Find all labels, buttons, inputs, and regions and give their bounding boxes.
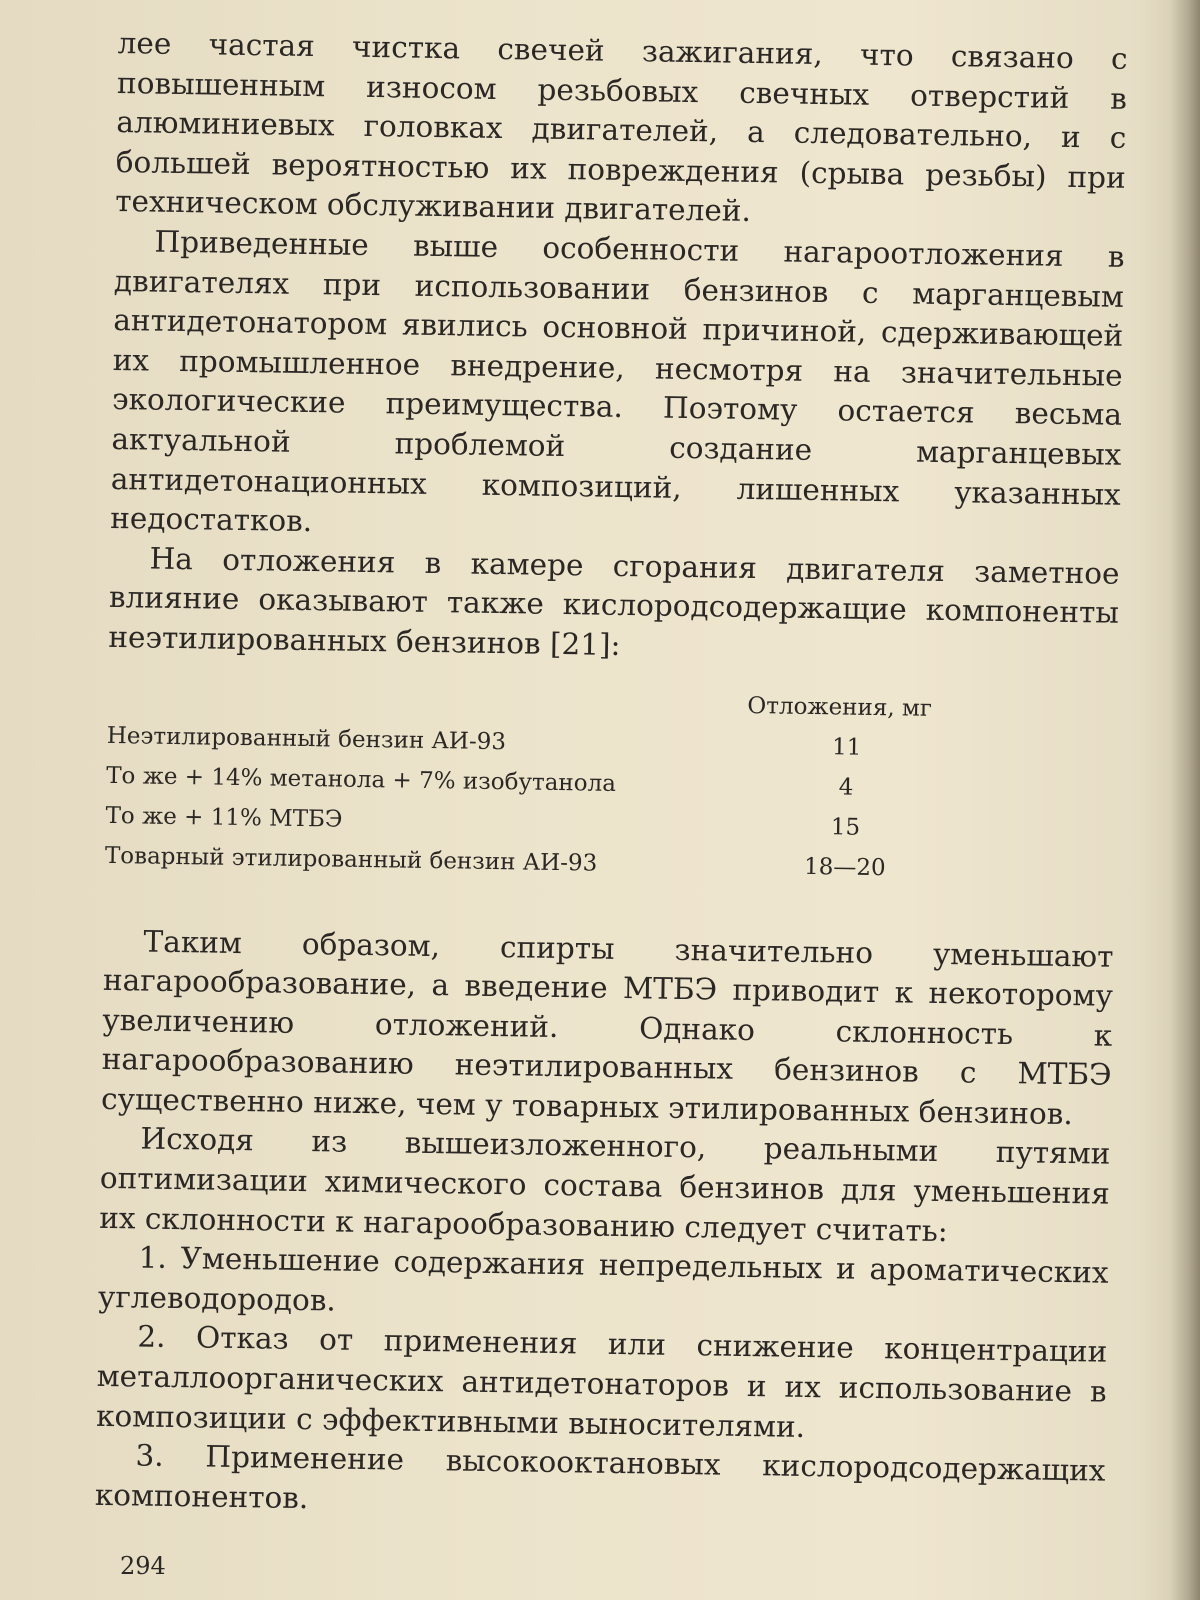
page-edge-shadow <box>1170 0 1200 1600</box>
table-header: Отложения, мг <box>747 692 933 722</box>
paragraph-continued: лее частая чистка свечей зажигания, что связано с повышенным износом резьбовых свечных отверстий в алюминиевых головках двигателей, а следовательно, и с большей вероятностью их повреждения (срыва резьбы) при техническом обслуживании двигателей. <box>114 25 1128 229</box>
list-item: 1. Уменьшение содержания непредельных и ароматических углеводородов. <box>97 1240 1109 1318</box>
paragraph-deposits-features: Приведенные выше особенности нагароотложения в двигателях при использовании бензинов с марганцевым антидетонатором явились основной причиной, сдерживающей их промышленное внедрение, несмотря на значительные экологические преимущества. Поэтому остается весьма актуальной проблемой создание марганцевых антидетонационных композиций, лишенных указанных недостатков. <box>109 224 1125 539</box>
deposits-table <box>105 675 1118 891</box>
list-item: 3. Применение высокооктановых кислородсодержащих компонентов. <box>94 1438 1106 1515</box>
table-cell-name: Товарный этилированный бензин АИ-93 <box>104 842 598 877</box>
paragraph-conclusion: Таким образом, спирты значительно уменьшают нагарообразование, а введение МТБЭ приводит к некоторому увеличению отложений. Однако склонность к нагарообразованию неэтилированных бензинов с МТБЭ существенно ниже, чем у товарных этилированных бензинов. <box>100 924 1114 1132</box>
paragraph-optimization: Исходя из вышеизложенного, реальными путями оптимизации химического состава бензинов для уменьшения их склонности к нагарообразованию следует считать: <box>98 1121 1111 1248</box>
paragraph-oxygenates: На отложения в камере сгорания двигателя заметное влияние оказывают также кислородсодержащие компоненты неэтилированных бензинов [21]: <box>108 541 1120 662</box>
table-cell-value: 11 <box>831 733 862 761</box>
table-cell-value: 15 <box>830 813 861 841</box>
list-item: 2. Отказ от применения или снижение концентрации металлоорганических антидетонаторов и их использование в композиции с эффективными выносителями. <box>95 1319 1108 1444</box>
table-cell-name: То же + 14% метанола + 7% изобутанола <box>105 762 617 797</box>
recommendations-list <box>95 1238 1109 1531</box>
page-body <box>95 24 1128 1531</box>
table-cell-value: 4 <box>838 773 854 801</box>
table-cell-name: Неэтилированный бензин АИ-93 <box>106 722 507 755</box>
page-number: 294 <box>120 1552 166 1580</box>
table-cell-name: То же + 11% МТБЭ <box>105 802 343 833</box>
table-cell-value: 18—20 <box>803 853 886 881</box>
